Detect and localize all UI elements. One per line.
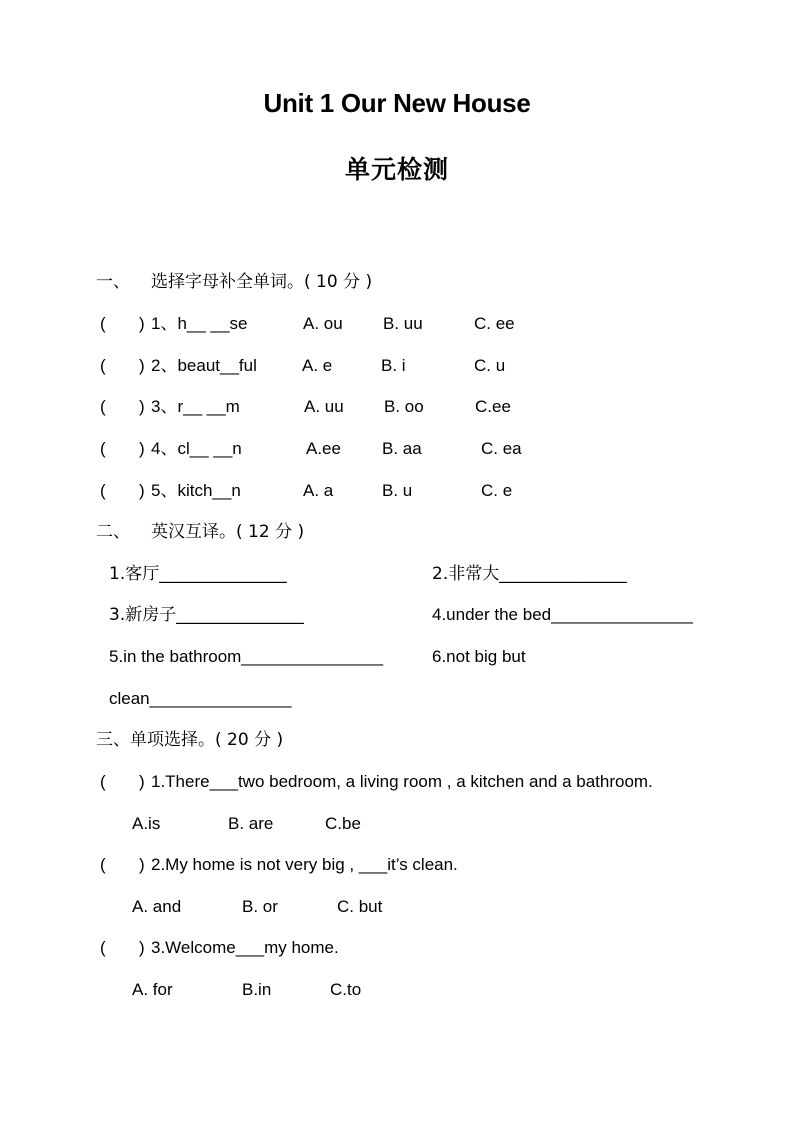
- option-c: C.be: [325, 814, 361, 833]
- option-a: A. and: [132, 897, 182, 916]
- question-stem: 1、h__ __se: [151, 314, 248, 333]
- answer-paren-close: ): [139, 938, 145, 957]
- answer-paren-open: (: [100, 938, 106, 957]
- answer-paren-close: ): [139, 481, 145, 500]
- translation-item: clean_______________: [109, 689, 292, 708]
- option-c: C. e: [481, 481, 513, 500]
- answer-paren-open: (: [100, 356, 106, 375]
- section2-heading: 英汉互译。( 12 分 ): [151, 522, 305, 542]
- answer-paren-open: (: [100, 397, 106, 416]
- answer-paren-close: ): [139, 314, 145, 333]
- option-a: A. ou: [303, 314, 343, 333]
- option-c: C. ea: [481, 439, 522, 458]
- option-b: B. are: [228, 814, 274, 833]
- option-c: C. u: [474, 356, 506, 375]
- answer-paren-open: (: [100, 439, 106, 458]
- option-b: B. aa: [382, 439, 422, 458]
- option-c: C.to: [330, 980, 362, 999]
- page-subtitle: 单元检测: [344, 155, 449, 184]
- question-stem: 5、kitch__n: [151, 481, 241, 500]
- option-a: A. for: [132, 980, 173, 999]
- option-b: B. or: [242, 897, 278, 916]
- section1-heading: 选择字母补全单词。( 10 分 ): [151, 272, 373, 292]
- option-a: A. uu: [304, 397, 344, 416]
- answer-paren-open: (: [100, 772, 106, 791]
- answer-paren-close: ): [139, 397, 145, 416]
- answer-paren-open: (: [100, 855, 106, 874]
- answer-paren-close: ): [139, 855, 145, 874]
- answer-paren-close: ): [139, 439, 145, 458]
- answer-paren-close: ): [139, 356, 145, 375]
- option-b: B. i: [381, 356, 406, 375]
- section2-number: 二、: [96, 522, 130, 542]
- question-stem: 2.My home is not very big , ___it’s clean.: [151, 855, 458, 874]
- question-stem: 3.Welcome___my home.: [151, 938, 339, 957]
- translation-item: 1.客厅_______________: [109, 564, 287, 584]
- question-stem: 3、r__ __m: [151, 397, 240, 416]
- option-c: C. ee: [474, 314, 515, 333]
- option-a: A. e: [302, 356, 333, 375]
- option-b: B. uu: [383, 314, 423, 333]
- section1-number: 一、: [96, 272, 130, 292]
- option-a: A.is: [132, 814, 161, 833]
- question-stem: 2、beaut__ful: [151, 356, 257, 375]
- translation-item: 5.in the bathroom_______________: [109, 647, 384, 666]
- translation-item: 4.under the bed_______________: [432, 605, 693, 624]
- page-title: Unit 1 Our New House: [263, 88, 531, 118]
- option-b: B. oo: [384, 397, 424, 416]
- option-c: C.ee: [475, 397, 511, 416]
- question-stem: 1.There___two bedroom, a living room , a kitchen and a bathroom.: [151, 772, 653, 791]
- option-b: B. u: [382, 481, 413, 500]
- question-stem: 4、cl__ __n: [151, 439, 242, 458]
- option-c: C. but: [337, 897, 383, 916]
- answer-paren-open: (: [100, 481, 106, 500]
- translation-item: 3.新房子_______________: [109, 605, 304, 625]
- translation-item: 2.非常大_______________: [432, 564, 627, 584]
- answer-paren-close: ): [139, 772, 145, 791]
- option-a: A. a: [303, 481, 334, 500]
- translation-item: 6.not big but: [432, 647, 526, 666]
- option-b: B.in: [242, 980, 272, 999]
- section3-heading: 三、单项选择。( 20 分 ): [96, 730, 284, 750]
- option-a: A.ee: [306, 439, 341, 458]
- answer-paren-open: (: [100, 314, 106, 333]
